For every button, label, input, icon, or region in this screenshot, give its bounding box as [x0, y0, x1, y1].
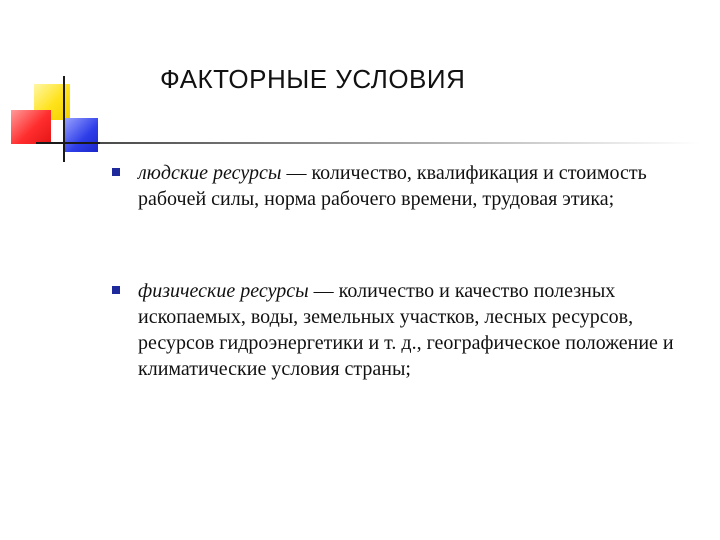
bullet-item-physical-resources	[108, 278, 688, 382]
vertical-rule	[63, 76, 65, 162]
red-square-icon	[11, 110, 51, 144]
horizontal-rule-dark	[36, 142, 102, 144]
bullet-term: людские ресурсы	[138, 162, 282, 184]
title-underline	[100, 142, 700, 144]
square-bullet-icon	[112, 286, 120, 294]
bullet-list	[108, 160, 688, 382]
square-bullet-icon	[112, 168, 120, 176]
bullet-item-human-resources	[108, 160, 688, 212]
blue-square-icon	[64, 118, 98, 152]
bullet-text: — количество и качество полезных ископаемых, воды, земельных участков, лесных ресурсов, ресурсов гидроэнергетики и т. д., географическое положение и климатические условия страны;	[138, 280, 674, 380]
bullet-term: физические ресурсы	[138, 280, 309, 302]
slide-title: ФАКТОРНЫЕ УСЛОВИЯ	[160, 64, 466, 94]
bullet-text: — количество, квалификация и стоимость рабочей силы, норма рабочего времени, трудовая этика;	[138, 162, 647, 210]
